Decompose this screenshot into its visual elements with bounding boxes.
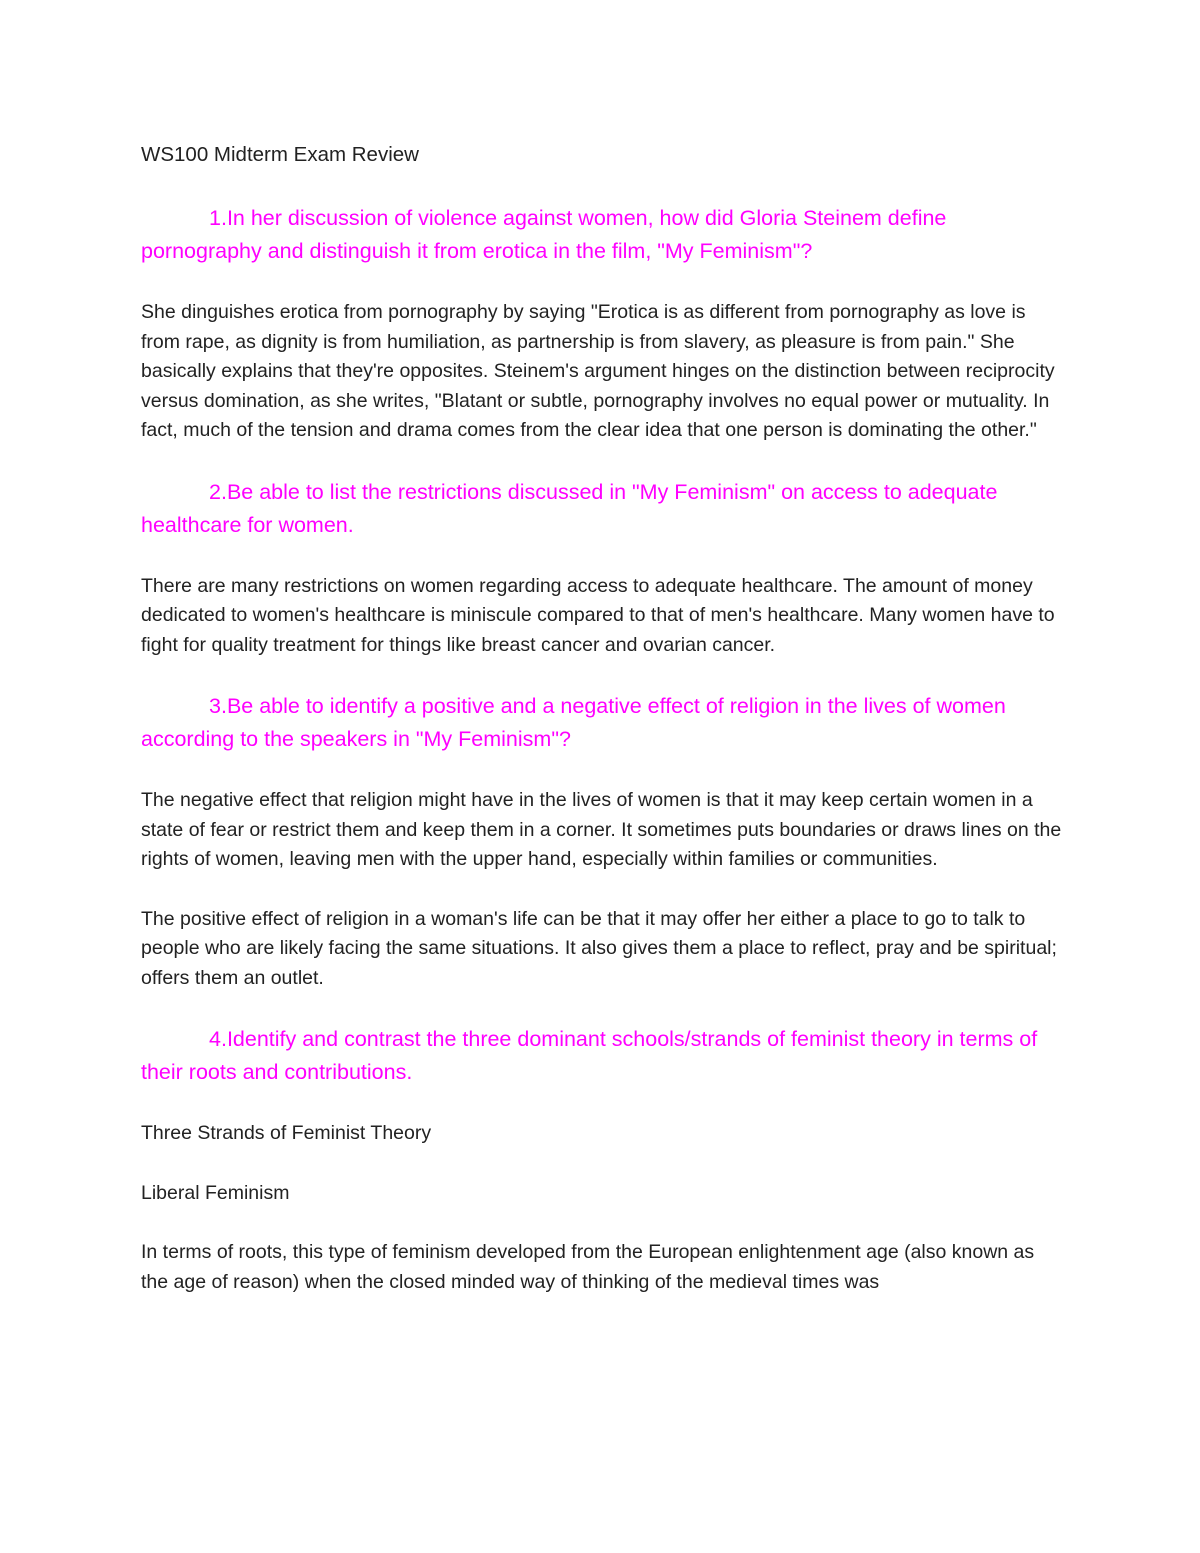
question-text: Be able to list the restrictions discussed in "My Feminism" on access to adequate healthcare for women. bbox=[141, 479, 998, 537]
answer-paragraph: The positive effect of religion in a woman's life can be that it may offer her either a place to go to talk to people who are likely facing the same situations. It also gives them a place to reflect, pray and be spiritual; offers them an outlet. bbox=[141, 907, 1057, 989]
question-number: 1. bbox=[209, 206, 227, 230]
answer-paragraph: She dinguishes erotica from pornography by saying "Erotica is as different from pornography as love is from rape, as dignity is from humiliation, as partnership is from slavery, as pleasure is from pain." She basically explains that they're opposites. Steinem's argument hinges on the distinction between reciprocity versus domination, as she writes, "Blatant or subtle, pornography involves no equal power or mutuality. In fact, much of the tension and drama comes from the clear idea that one person is dominating the other." bbox=[141, 301, 1055, 441]
question-number: 4. bbox=[209, 1027, 227, 1051]
answer-paragraph: There are many restrictions on women regarding access to adequate healthcare. The amount of money dedicated to women's healthcare is miniscule compared to that of men's healthcare. Many women have to fight for quality treatment for things like breast cancer and ovarian cancer. bbox=[141, 574, 1055, 656]
question-text: Be able to identify a positive and a negative effect of religion in the lives of women according to the speakers in "My Feminism"? bbox=[141, 694, 1006, 751]
answer-paragraph: The negative effect that religion might have in the lives of women is that it may keep certain women in a state of fear or restrict them and keep them in a corner. It sometimes puts boundaries or draws lines on the rights of women, leaving men with the upper hand, especially within families or communities. bbox=[141, 789, 1062, 870]
subsection-heading: Liberal Feminism bbox=[141, 1181, 290, 1204]
question-number: 3. bbox=[209, 694, 227, 718]
question-text: Identify and contrast the three dominant schools/strands of feminist theory in terms of their roots and contributions. bbox=[141, 1027, 1038, 1084]
question-text: In her discussion of violence against women, how did Gloria Steinem define pornography and distinguish it from erotica in the film, "My Feminism"? bbox=[141, 206, 947, 263]
section-heading: Three Strands of Feminist Theory bbox=[141, 1122, 432, 1144]
question-number: 2. bbox=[209, 479, 227, 504]
question-4 bbox=[141, 1023, 1066, 1089]
document-body bbox=[141, 140, 1066, 1327]
question-2 bbox=[141, 476, 1066, 542]
question-1 bbox=[141, 202, 1066, 268]
question-3 bbox=[141, 690, 1066, 756]
closing-paragraph: In terms of roots, this type of feminism developed from the European enlightenment age (also known as the age of reason) when the closed minded way of thinking of the medieval times was bbox=[141, 1241, 1035, 1293]
document-title: WS100 Midterm Exam Review bbox=[141, 143, 419, 166]
